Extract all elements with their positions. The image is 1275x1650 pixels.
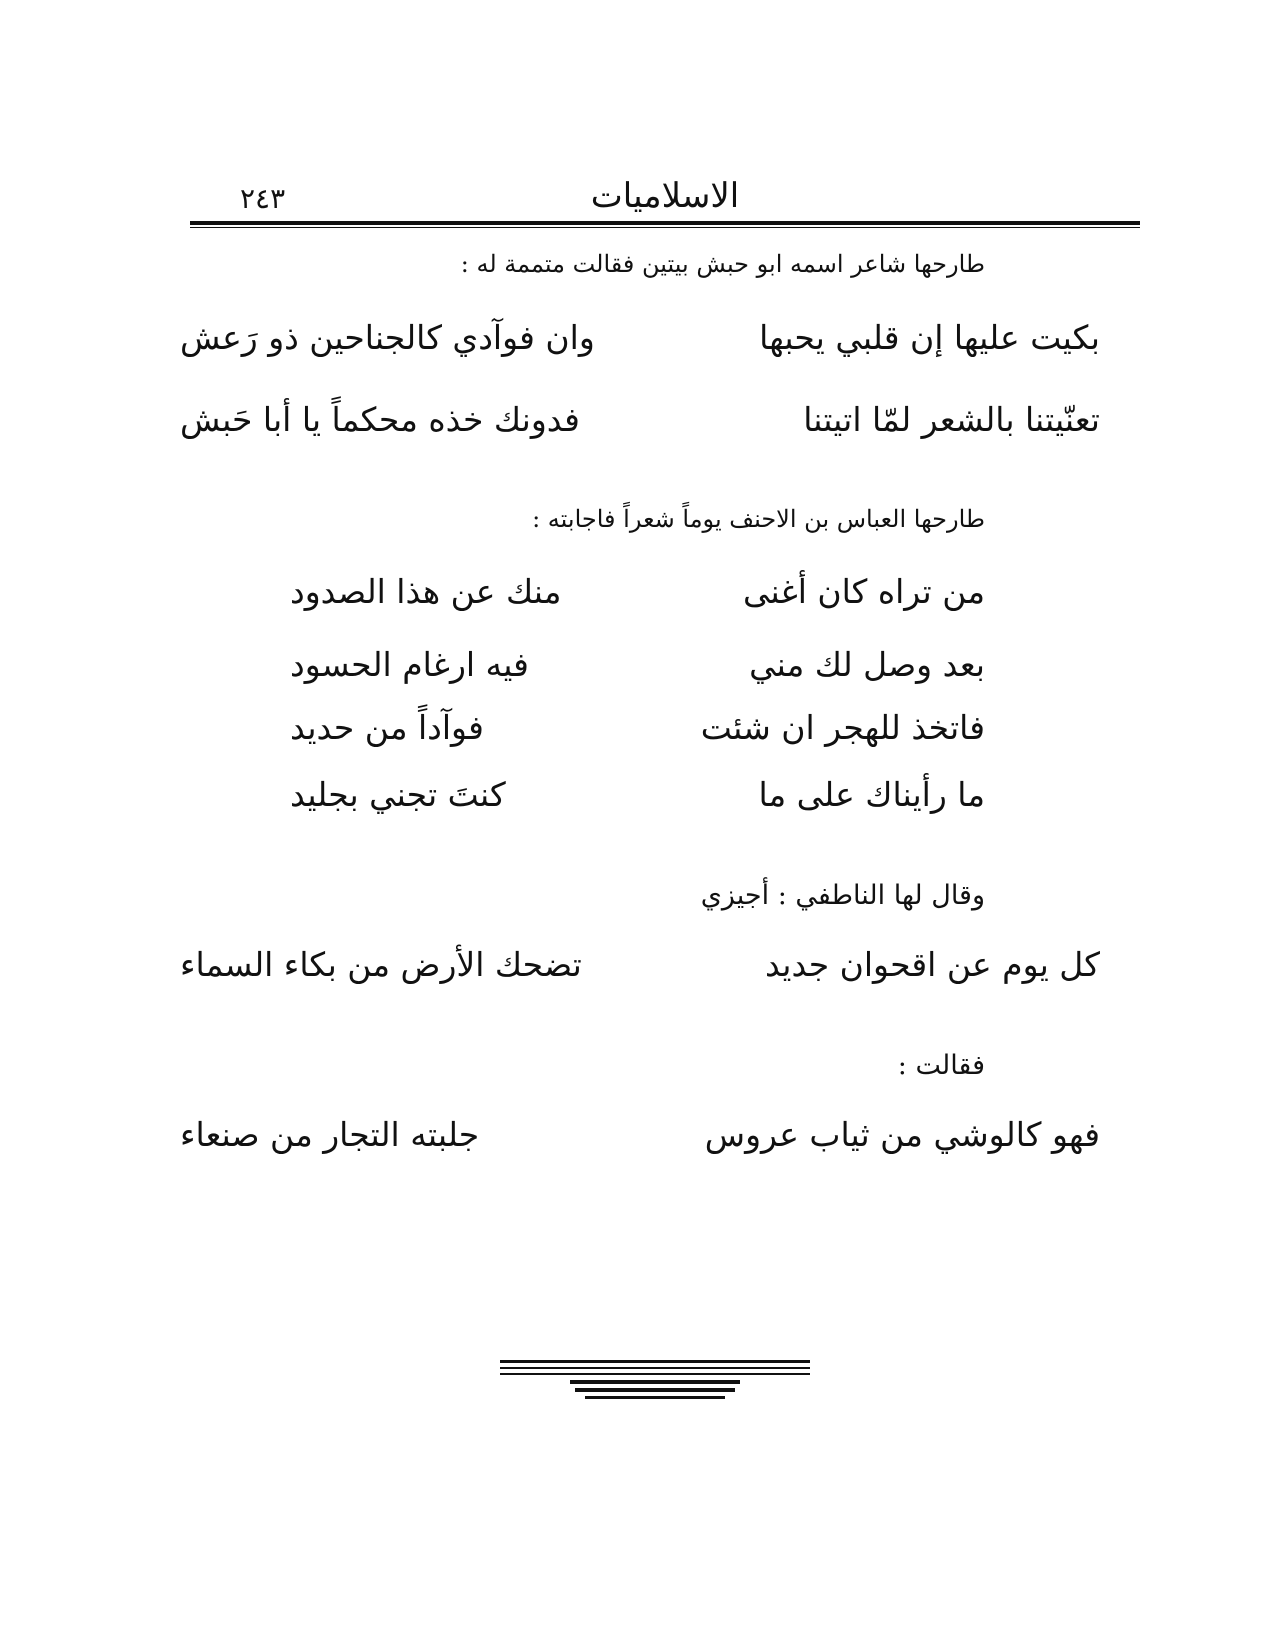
section-intro: طارحها العباس بن الاحنف يوماً شعراً فاجابته : (532, 505, 985, 533)
verse-second-hemistich: جلبته التجار من صنعاء (180, 1115, 480, 1154)
verse-first-hemistich: كل يوم عن اقحوان جديد (764, 945, 1100, 984)
verse-second-hemistich: وان فوآدي كالجناحين ذو رَعش (180, 318, 595, 357)
verse-first-hemistich: بعد وصل لك مني (749, 645, 985, 684)
running-title: الاسلاميات (590, 176, 740, 216)
verse-first-hemistich: فاتخذ للهجر ان شئت (700, 708, 985, 747)
section-intro: طارحها شاعر اسمه ابو حبش بيتين فقالت متممة له : (460, 250, 985, 278)
header-rule (190, 221, 1140, 225)
verse-line (290, 572, 985, 622)
section-intro: وقال لها الناطفي : أجيزي (700, 880, 985, 911)
verse-line (290, 708, 985, 758)
verse-second-hemistich: كنتَ تجني بجليد (290, 775, 506, 814)
verse-line (180, 1115, 1100, 1165)
verse-line (180, 945, 1100, 995)
verse-second-hemistich: فدونك خذه محكماً يا أبا حَبش (180, 400, 580, 439)
end-ornament (500, 1360, 810, 1406)
verse-second-hemistich: تضحك الأرض من بكاء السماء (180, 945, 582, 984)
section-intro: فقالت : (897, 1050, 985, 1081)
verse-first-hemistich: ما رأيناك على ما (758, 775, 985, 814)
page-number: ٢٤٣ (240, 182, 286, 215)
verse-second-hemistich: منك عن هذا الصدود (290, 572, 562, 611)
verse-second-hemistich: فوآداً من حديد (290, 708, 484, 747)
header-rule-thin (190, 227, 1140, 228)
verse-first-hemistich: فهو كالوشي من ثياب عروس (704, 1115, 1100, 1154)
verse-first-hemistich: تعنّيتنا بالشعر لمّا اتيتنا (803, 400, 1100, 439)
verse-second-hemistich: فيه ارغام الحسود (290, 645, 529, 684)
verse-first-hemistich: بكيت عليها إن قلبي يحبها (759, 318, 1100, 357)
verse-line (290, 645, 985, 695)
page-header (190, 172, 1140, 224)
verse-line (180, 400, 1100, 450)
verse-first-hemistich: من تراه كان أغنى (742, 572, 985, 611)
verse-line (290, 775, 985, 825)
verse-line (180, 318, 1100, 368)
